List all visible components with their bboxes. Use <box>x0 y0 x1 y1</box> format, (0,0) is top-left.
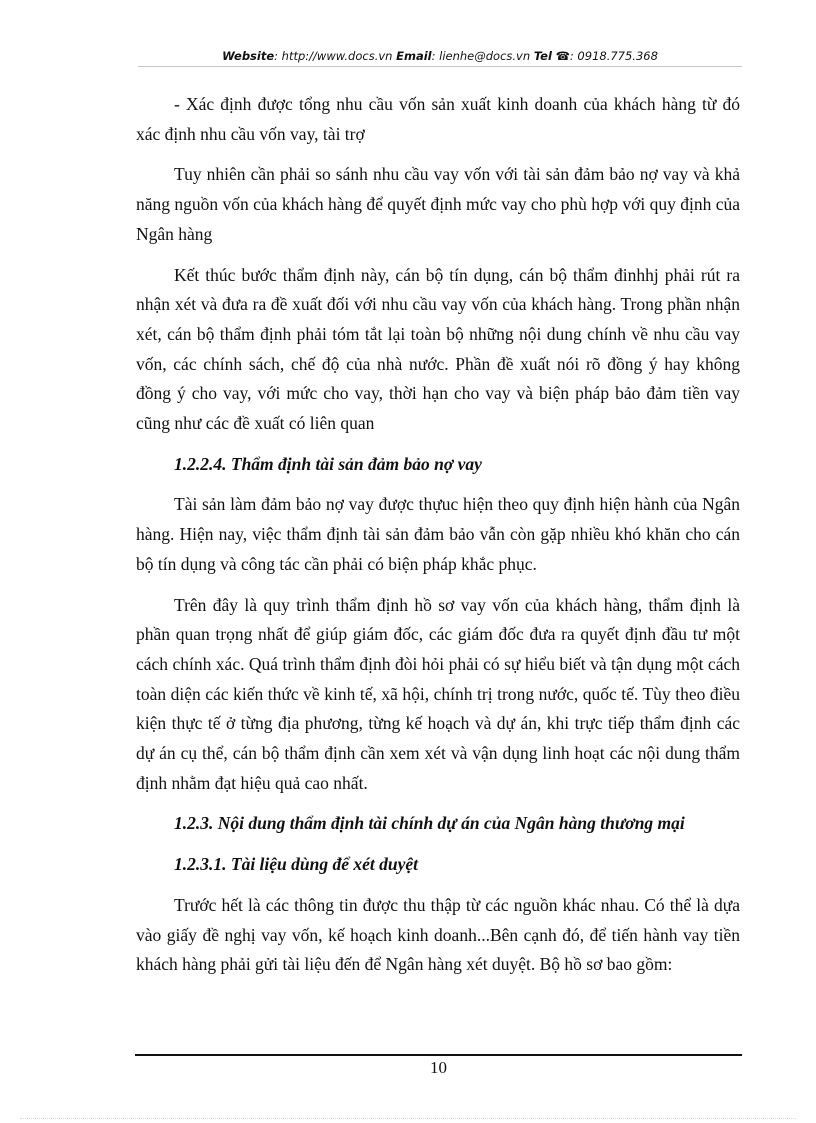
website-label: Website <box>222 49 275 63</box>
tel-value: : 0918.775.368 <box>569 49 658 63</box>
email-label: Email <box>396 49 432 63</box>
page-edge-divider <box>20 1118 796 1119</box>
paragraph-appraisal-conclusion: Kết thúc bước thẩm định này, cán bộ tín dụng, cán bộ thẩm đinhhj phải rút ra nhận xét và đưa ra đề xuất đối với nhu cầu vay vốn của khách hàng. Trong phần nhận xét, cán bộ thẩm định phải tóm tắt lại toàn bộ những nội dung chính về nhu cầu vay vốn, các chính sách, chế độ của nhà nước. Phần đề xuất nói rõ đồng ý hay không đồng ý cho vay, với mức cho vay, thời hạn cho vay và biện pháp bảo đảm tiền vay cũng như các đề xuất có liên quan <box>136 264 740 434</box>
page-number: 10 <box>430 1058 447 1077</box>
document-body <box>136 90 740 991</box>
website-value: : http://www.docs.vn <box>274 49 393 63</box>
heading-financial-appraisal-content: 1.2.3. Nội dung thẩm định tài chính dự án của Ngân hàng thương mại <box>174 813 685 834</box>
tel-label: Tel <box>533 49 552 63</box>
paragraph-total-capital-need: - Xác định được tổng nhu cầu vốn sản xuất kinh doanh của khách hàng từ đó xác định nhu cầu vốn vay, tài trợ <box>136 94 740 144</box>
paragraph-appraisal-process: Trên đây là quy trình thẩm định hồ sơ vay vốn của khách hàng, thẩm định là phần quan trọng nhất để giúp giám đốc, các giám đốc đưa ra quyết định đầu tư một cách chính xác. Quá trình thẩm định đòi hỏi phải có sự hiểu biết và tận dụng một cách toàn diện các kiến thức về kinh tế, xã hội, chính trị trong nước, quốc tế. Tùy theo điều kiện thực tế ở từng địa phương, từng kế hoạch và dự án, khi trực tiếp thẩm định các dự án cụ thể, cán bộ thẩm định cần xem xét và vận dụng linh hoạt các nội dung thẩm định nhằm đạt hiệu quả cao nhất. <box>136 594 740 793</box>
heading-collateral-appraisal: 1.2.2.4. Thẩm định tài sản đảm bảo nợ vay <box>174 453 482 474</box>
phone-icon: ☎ <box>555 49 570 63</box>
paragraph-information-sources: Trước hết là các thông tin được thu thập từ các nguồn khác nhau. Có thể là dựa vào giấy đề nghị vay vốn, kế hoạch kinh doanh...Bên cạnh đó, để tiến hành vay tiền khách hàng phải gửi tài liệu đến để Ngân hàng xét duyệt. Bộ hồ sơ bao gồm: <box>136 894 740 975</box>
footer-divider <box>135 1054 742 1056</box>
heading-review-documents: 1.2.3.1. Tài liệu dùng để xét duyệt <box>174 854 419 875</box>
email-value: : lienhe@docs.vn <box>431 49 531 63</box>
paragraph-compare-loan-need: Tuy nhiên cần phải so sánh nhu cầu vay vốn với tài sản đảm bảo nợ vay và khả năng nguồn vốn của khách hàng để quyết định mức vay cho phù hợp với quy định của Ngân hàng <box>136 164 740 244</box>
header-divider <box>138 66 742 67</box>
paragraph-collateral: Tài sản làm đảm bảo nợ vay được thựuc hiện theo quy định hiện hành của Ngân hàng. Hiện nay, việc thẩm định tài sản đảm bảo vẫn còn gặp nhiều khó khăn cho cán bộ tín dụng và công tác cần phải có biện pháp khắc phục. <box>136 494 740 574</box>
page-header <box>138 46 742 66</box>
